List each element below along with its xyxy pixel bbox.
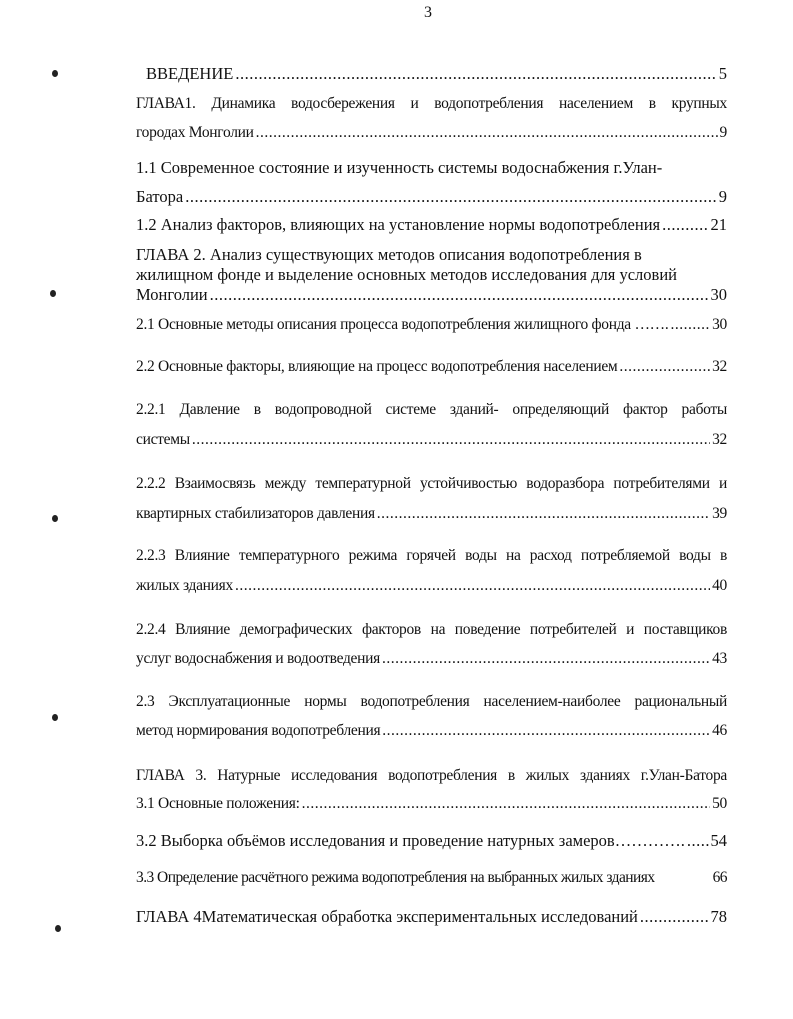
toc-entry-title: 2.1 Основные методы описания процесса водопотребления жилищного фонда ……. [136,316,669,333]
toc-entry-title: ВВЕДЕНИЕ [146,64,234,83]
toc-entry-2-2-3[interactable] [136,576,727,596]
toc-entry-title: Монголии [136,285,208,304]
toc-page-number: 46 [712,722,727,739]
toc-entry-3-2[interactable] [136,831,727,851]
dot-leader [235,64,716,84]
dot-leader [185,187,717,207]
toc-entry-2-2-4-line1: 2.2.4 Влияние демографических факторов на поведение потребителей и поставщиков [136,621,727,638]
toc-entry-title: жилых зданиях [136,577,233,594]
toc-page-number: 32 [712,431,727,448]
toc-entry-chapter2-line2: жилищном фонде и выделение основных методов исследования для условий [136,265,677,284]
toc-page-number: 66 [712,869,727,886]
toc-entry-chapter2[interactable] [136,285,727,305]
toc-entry-title: городах Монголии [136,124,254,141]
dot-leader [687,831,709,851]
toc-entry-3-3[interactable] [136,868,727,888]
toc-entry-1-1-line1: 1.1 Современное состояние и изученность системы водоснабжения г.Улан- [136,158,663,177]
toc-entry-title: метод нормирования водопотребления [136,722,381,739]
toc-entry-1-1[interactable] [136,187,727,207]
toc-entry-2-2-2-line1: 2.2.2 Взаимосвязь между температурной устойчивостью водоразбора потребителями и [136,475,727,492]
dot-leader [302,794,710,814]
toc-entry-2-2-3-line1: 2.2.3 Влияние температурного режима горячей воды на расход потребляемой воды в [136,547,727,564]
toc-entry-title: квартирных стабилизаторов давления [136,505,375,522]
toc-entry-chapter2-line1: ГЛАВА 2. Анализ существующих методов описания водопотребления в [136,245,642,264]
toc-entry-title: Батора [136,187,184,206]
toc-page-number: 30 [710,285,727,304]
toc-entry-title: 3.2 Выборка объёмов исследования и проведение натурных замеров…………. [136,831,685,850]
toc-page-number: 9 [718,187,727,206]
toc-entry-1-2[interactable] [136,215,727,235]
toc-entry-introduction[interactable] [146,64,727,84]
toc-entry-title: 1.2 Анализ факторов, влияющих на установление нормы водопотребления [136,215,661,234]
dot-leader [382,721,710,741]
toc-page-number: 54 [710,831,727,850]
dot-leader [235,576,710,596]
toc-entry-2-2-4[interactable] [136,649,727,669]
dot-leader [619,357,710,377]
toc-entry-chapter1-line1: ГЛАВА1. Динамика водосбережения и водопотребления населением в крупных [136,95,727,112]
dot-leader [662,215,708,235]
punch-hole-mark [52,714,58,721]
toc-entry-chapter3[interactable]: ГЛАВА 3. Натурные исследования водопотребления в жилых зданиях г.Улан-Батора [136,767,727,784]
toc-page-number: 9 [719,124,727,141]
toc-entry-2-2[interactable] [136,357,727,377]
toc-page-number: 78 [710,907,727,926]
dot-leader [377,504,710,524]
toc-entry-2-2-1[interactable] [136,430,727,450]
toc-entry-3-1[interactable] [136,794,727,814]
dot-leader [640,907,709,927]
toc-entry-title: 3.3 Определение расчётного режима водопотребления на выбранных жилых зданиях [136,869,655,886]
toc-entry-chapter4[interactable] [136,907,727,927]
toc-entry-chapter1[interactable] [136,123,727,143]
toc-entry-title: ГЛАВА 4Математическая обработка экспериментальных исследований [136,907,638,926]
punch-hole-mark [55,925,61,932]
dot-leader [256,123,718,143]
toc-page-number: 21 [710,215,727,234]
page-number: 3 [424,4,432,21]
dot-leader [670,315,710,335]
punch-hole-mark [52,515,58,522]
toc-entry-2-3[interactable] [136,721,727,741]
punch-hole-mark [52,70,58,77]
toc-page-number: 30 [712,316,727,333]
toc-entry-2-2-2[interactable] [136,504,727,524]
toc-page-number: 39 [712,505,727,522]
toc-entry-2-2-1-line1: 2.2.1 Давление в водопроводной системе зданий- определяющий фактор работы [136,401,727,418]
toc-page-number: 43 [712,650,727,667]
toc-entry-2-1[interactable] [136,315,727,335]
punch-hole-mark [50,290,56,297]
toc-entry-title: услуг водоснабжения и водоотведения [136,650,380,667]
dot-leader [382,649,710,669]
toc-page-number: 40 [712,577,727,594]
dot-leader [210,285,709,305]
dot-leader [192,430,710,450]
toc-entry-2-3-line1: 2.3 Эксплуатационные нормы водопотребления населением-наиболее рациональный [136,693,727,710]
toc-page-number: 5 [718,64,727,83]
toc-page-number: 32 [712,358,727,375]
toc-entry-title: 2.2 Основные факторы, влияющие на процесс водопотребления населением [136,358,618,375]
toc-entry-title: системы [136,431,190,448]
toc-entry-title: 3.1 Основные положения: [136,795,300,812]
toc-page-number: 50 [712,795,727,812]
